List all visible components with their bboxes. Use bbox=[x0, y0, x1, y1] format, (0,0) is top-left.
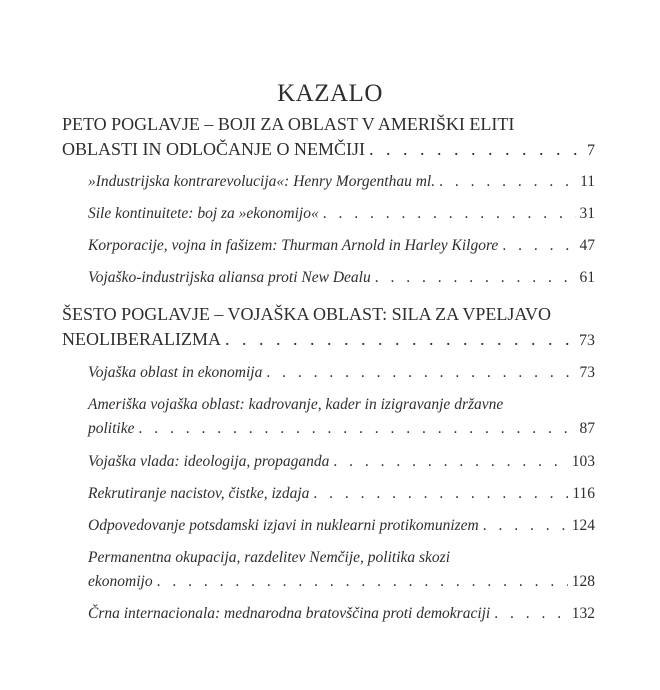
chapter-title-line1: PETO POGLAVJE – BOJI ZA OBLAST V AMERIŠKI ELITI bbox=[62, 114, 515, 134]
section-title: Črna internacionala: mednarodna bratovščina proti demokraciji bbox=[88, 605, 491, 622]
page-number: 47 bbox=[579, 237, 595, 254]
toc-section[interactable] bbox=[88, 450, 595, 474]
chapter-title-line1: ŠESTO POGLAVJE – VOJAŠKA OBLAST: SILA ZA VPELJAVO bbox=[62, 304, 552, 324]
toc-section[interactable] bbox=[88, 202, 595, 226]
toc-section[interactable] bbox=[88, 170, 595, 194]
section-title-line2: ekonomijo bbox=[88, 573, 153, 590]
section-title: Odpovedovanje potsdamski izjavi in nuklearni protikomunizem bbox=[88, 517, 479, 534]
page-number: 132 bbox=[571, 605, 595, 622]
section-title: Rekrutiranje nacistov, čistke, izdaja bbox=[88, 485, 310, 502]
toc-section[interactable] bbox=[88, 514, 595, 538]
page-number: 128 bbox=[571, 573, 595, 590]
dot-leader bbox=[313, 482, 568, 506]
dot-leader bbox=[266, 361, 575, 385]
toc-section[interactable] bbox=[88, 393, 595, 441]
section-title: Korporacije, vojna in fašizem: Thurman Arnold in Harley Kilgore bbox=[88, 237, 499, 254]
dot-leader bbox=[439, 170, 576, 194]
dot-leader bbox=[483, 514, 568, 538]
toc-section[interactable] bbox=[88, 361, 595, 385]
page-title: KAZALO bbox=[277, 80, 383, 107]
page-number: 103 bbox=[571, 453, 595, 470]
page-number: 61 bbox=[579, 269, 595, 286]
chapter-title-line2: OBLASTI IN ODLOČANJE O NEMČIJI bbox=[62, 139, 365, 159]
page-number: 73 bbox=[579, 332, 595, 349]
page-number: 73 bbox=[579, 364, 595, 381]
page-number: 87 bbox=[579, 420, 595, 437]
dot-leader bbox=[502, 234, 575, 258]
section-title: Vojaška vlada: ideologija, propaganda bbox=[88, 453, 330, 470]
dot-leader bbox=[375, 266, 576, 290]
dot-leader bbox=[494, 602, 568, 626]
section-title-line1: Ameriška vojaška oblast: kadrovanje, kader in izigravanje državne bbox=[88, 396, 504, 413]
page-number: 7 bbox=[587, 142, 595, 159]
section-title: Vojaško-industrijska aliansa proti New Dealu bbox=[88, 269, 371, 286]
chapter-title-line2: NEOLIBERALIZMA bbox=[62, 329, 221, 349]
page-number: 11 bbox=[580, 173, 595, 190]
toc-chapter-5[interactable] bbox=[62, 112, 595, 163]
section-title: »Industrijska kontrarevolucija«: Henry Morgenthau ml. bbox=[88, 173, 436, 190]
page-number: 31 bbox=[579, 205, 595, 222]
toc-section[interactable] bbox=[88, 234, 595, 258]
toc-section[interactable] bbox=[88, 546, 595, 594]
page-number: 124 bbox=[571, 517, 595, 534]
dot-leader bbox=[157, 570, 568, 594]
section-title: Vojaška oblast in ekonomija bbox=[88, 364, 263, 381]
toc-section[interactable] bbox=[88, 266, 595, 290]
dot-leader bbox=[323, 202, 576, 226]
section-title: Sile kontinuitete: boj za »ekonomijo« bbox=[88, 205, 319, 222]
dot-leader bbox=[333, 450, 567, 474]
section-title-line2: politike bbox=[88, 420, 135, 437]
toc-chapter-6[interactable] bbox=[62, 302, 595, 353]
toc-section[interactable] bbox=[88, 602, 595, 626]
page-number: 116 bbox=[572, 485, 595, 502]
dot-leader bbox=[139, 417, 576, 441]
toc-section[interactable] bbox=[88, 482, 595, 506]
dot-leader bbox=[225, 327, 575, 352]
section-title-line1: Permanentna okupacija, razdelitev Nemčije, politika skozi bbox=[88, 549, 451, 566]
dot-leader bbox=[369, 137, 583, 162]
